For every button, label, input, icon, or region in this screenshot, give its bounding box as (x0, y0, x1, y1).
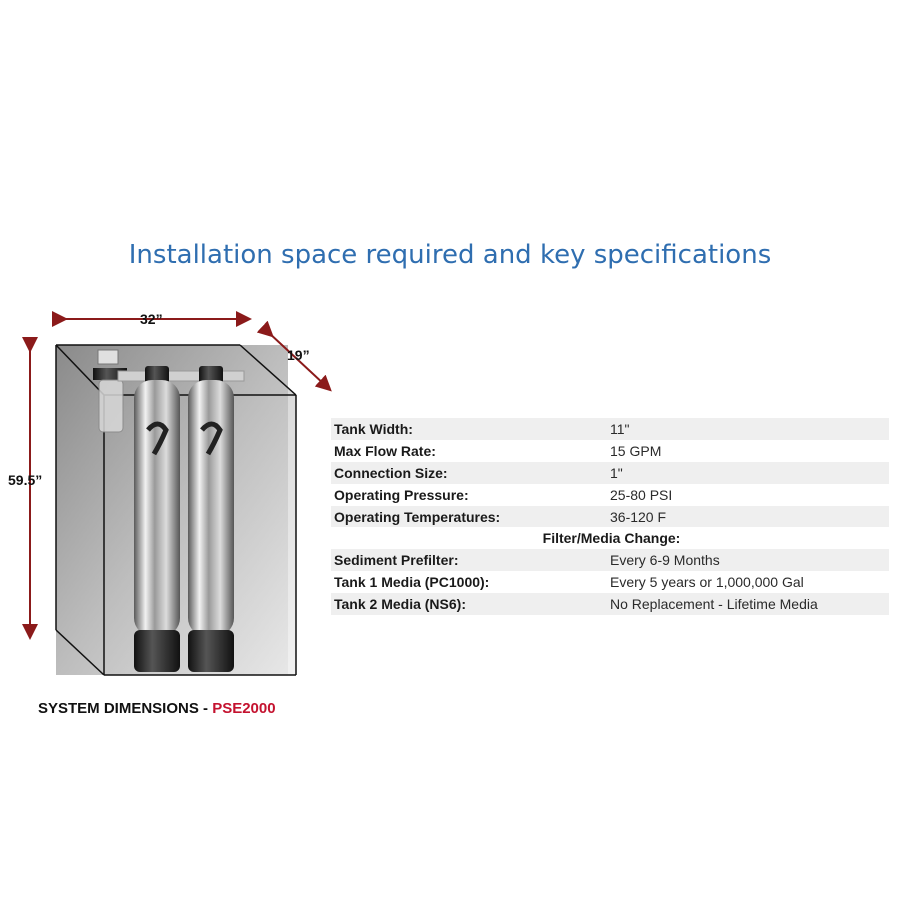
media-row (331, 549, 889, 571)
spec-label: Max Flow Rate: (334, 442, 436, 459)
media-value: Every 5 years or 1,000,000 Gal (610, 574, 804, 591)
spec-value: 11" (607, 418, 889, 440)
media-label: Sediment Prefilter: (331, 549, 607, 571)
media-row (331, 571, 889, 593)
spec-value: 1" (607, 462, 889, 484)
media-label: Tank 2 Media (NS6): (331, 593, 607, 615)
tank-1 (134, 366, 180, 672)
spec-value: 36-120 F (607, 506, 889, 528)
spec-label: Tank Width: (331, 418, 607, 440)
model-name: PSE2000 (212, 700, 276, 717)
height-label: 59.5” (8, 472, 43, 488)
media-value: Every 6-9 Months (607, 549, 889, 571)
tank-2 (188, 366, 234, 672)
page-title: Installation space required and key specifications (128, 240, 772, 270)
spec-value: 15 GPM (610, 442, 662, 459)
specifications-table (331, 418, 889, 615)
spec-row (331, 484, 889, 506)
spec-row (331, 462, 889, 484)
media-heading: Filter/Media Change: (542, 530, 681, 547)
spec-label: Operating Temperatures: (331, 506, 607, 528)
system-dimensions-diagram (0, 300, 340, 720)
media-value: No Replacement - Lifetime Media (607, 593, 889, 615)
spec-row (331, 440, 889, 462)
caption-prefix: SYSTEM DIMENSIONS - (38, 700, 213, 717)
connection-pipe (118, 371, 244, 381)
spec-label: Connection Size: (331, 462, 607, 484)
media-label: Tank 1 Media (PC1000): (334, 574, 490, 591)
spec-row (331, 418, 889, 440)
system-dimensions-caption (38, 700, 276, 717)
depth-label: 19” (287, 347, 310, 363)
spec-row (331, 506, 889, 528)
spec-value: 25-80 PSI (610, 486, 673, 503)
media-row (331, 593, 889, 615)
spec-label: Operating Pressure: (334, 486, 469, 503)
width-label: 32” (140, 311, 163, 327)
media-heading-row (331, 527, 889, 549)
